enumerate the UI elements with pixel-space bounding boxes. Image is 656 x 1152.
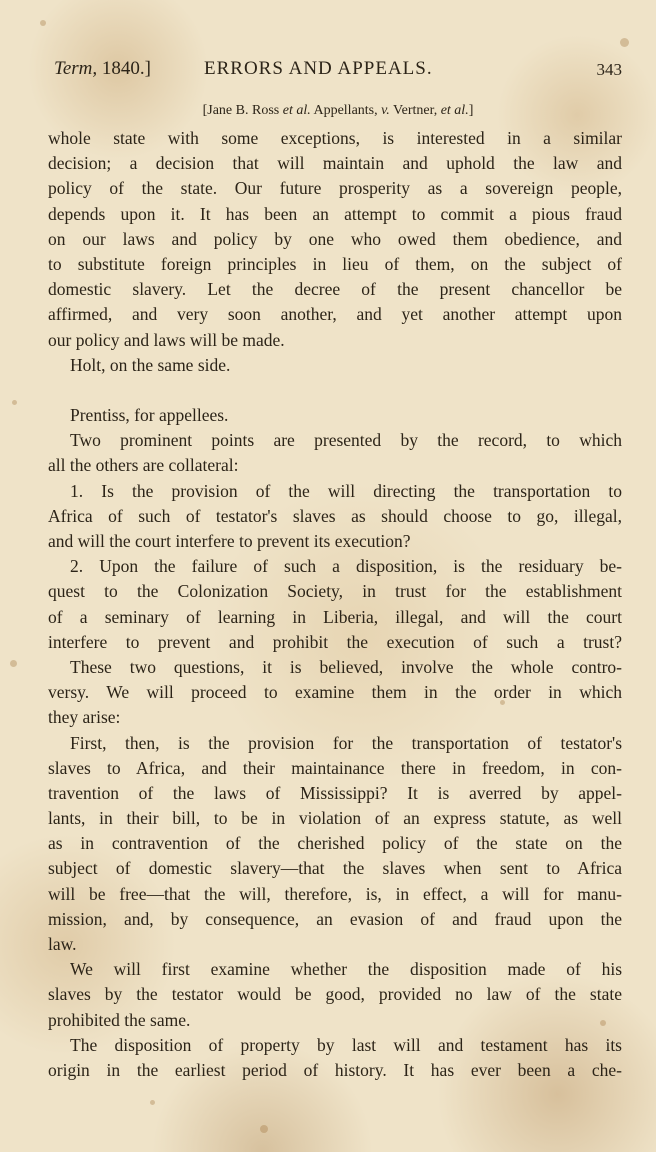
- text-line: versy. We will proceed to examine them in the order in which: [48, 682, 622, 703]
- body-text: [48, 126, 622, 1083]
- page-number: 343: [596, 60, 622, 79]
- foxing-spot: [260, 1125, 268, 1133]
- text-line: of a seminary of learning in Liberia, illegal, and will the court: [48, 606, 622, 627]
- text-line: whole state with some exceptions, is interested in a similar: [48, 128, 622, 148]
- text-line: to substitute foreign principles in lieu of them, on the subject of: [48, 253, 622, 274]
- text-line: policy of the state. Our future prosperity as a sovereign people,: [48, 178, 622, 199]
- text-line: The disposition of property by last will and testament has its: [70, 1034, 622, 1055]
- text-line: subject of domestic slavery—that the slaves when sent to Africa: [48, 858, 622, 879]
- case-caption-part: [Jane B. Ross: [202, 103, 283, 118]
- running-title: ERRORS AND APPEALS.: [204, 58, 433, 79]
- text-line: Africa of such of testator's slaves as should choose to go, illegal,: [48, 505, 622, 526]
- text-line: slaves by the testator would be good, provided no law of the state: [48, 984, 622, 1005]
- term-label: [54, 58, 151, 80]
- text-line: mission, and, by consequence, an evasion of and fraud upon the: [48, 908, 622, 929]
- text-line: law.: [48, 934, 77, 954]
- term-year: 1840.]: [97, 58, 151, 79]
- foxing-spot: [150, 1100, 155, 1105]
- case-caption: [0, 103, 656, 119]
- text-line: will be free—that the will, therefore, is, in effect, a will for manu-: [48, 883, 622, 904]
- text-line: they arise:: [48, 707, 121, 728]
- case-caption-part: et al.: [282, 103, 311, 118]
- text-line: origin in the earliest period of history. It has ever been a che-: [48, 1059, 622, 1080]
- text-line: decision; a decision that will maintain and uphold the law and: [48, 153, 622, 174]
- case-caption-part: et al.: [440, 103, 469, 118]
- text-line: domestic slavery. Let the decree of the present chancellor be: [48, 279, 622, 300]
- text-line: These two questions, it is believed, involve the whole contro-: [70, 656, 622, 677]
- case-caption-part: v.: [381, 103, 390, 118]
- foxing-spot: [40, 20, 46, 26]
- text-line: as in contravention of the cherished policy of the state on the: [48, 833, 622, 854]
- foxing-spot: [620, 38, 629, 47]
- text-line: affirmed, and very soon another, and yet another attempt upon: [48, 304, 622, 325]
- text-line: all the others are collateral:: [48, 455, 239, 476]
- text-line: our policy and laws will be made.: [48, 329, 285, 350]
- text-line: prohibited the same.: [48, 1009, 191, 1030]
- text-line: quest to the Colonization Society, in trust for the establishment: [48, 581, 622, 602]
- case-caption-part: ]: [468, 103, 474, 118]
- text-line: We will first examine whether the disposition made of his: [70, 959, 622, 980]
- case-caption-part: Appellants,: [310, 103, 382, 118]
- foxing-spot: [12, 400, 17, 405]
- text-line: 2. Upon the failure of such a disposition, is the residuary be-: [70, 556, 622, 577]
- text-line: interfere to prevent and prohibit the execution of such a trust?: [48, 631, 622, 652]
- text-line: Prentiss, for appellees.: [70, 405, 229, 426]
- text-line: slaves to Africa, and their maintainance there in freedom, in con-: [48, 757, 622, 778]
- text-line: Holt, on the same side.: [70, 354, 231, 375]
- text-line: lants, in their bill, to be in violation of an express statute, as well: [48, 808, 622, 829]
- text-line: and will the court interfere to prevent its execution?: [48, 531, 411, 551]
- blank-line: [48, 378, 622, 403]
- text-line: travention of the laws of Mississippi? It is averred by appel-: [48, 782, 622, 803]
- case-caption-part: Vertner,: [389, 103, 441, 118]
- text-line: depends upon it. It has been an attempt to commit a pious fraud: [48, 203, 622, 224]
- text-line: First, then, is the provision for the transportation of testator's: [70, 732, 622, 753]
- running-header: [54, 58, 622, 86]
- foxing-spot: [10, 660, 17, 667]
- text-line: on our laws and policy by one who owed them obedience, and: [48, 228, 622, 249]
- text-line: 1. Is the provision of the will directing the transportation to: [70, 480, 622, 501]
- term-word: Term,: [54, 58, 98, 79]
- text-line: Two prominent points are presented by the record, to which: [70, 430, 622, 451]
